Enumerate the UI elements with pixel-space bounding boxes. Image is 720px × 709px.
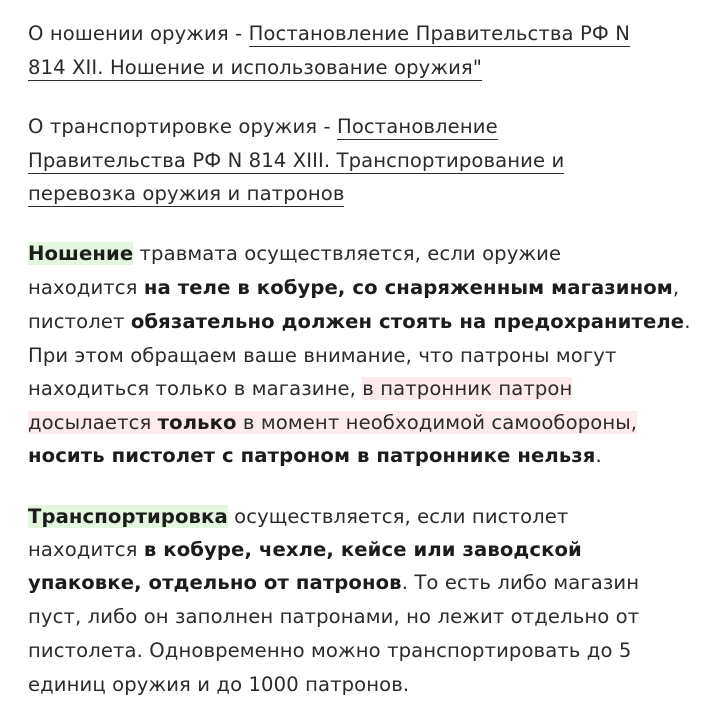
- transport-bold-text: упаковке, отдельно от патронов: [28, 571, 402, 594]
- wearing-line-6: [28, 406, 637, 439]
- wearing-term: Ношение: [28, 242, 134, 265]
- transport-rule-line-1: [28, 110, 498, 143]
- wearing-text: .: [684, 310, 691, 333]
- carry-rule-line-2: [28, 51, 482, 84]
- transport-line-5: [28, 634, 631, 667]
- wearing-bold-text: носить пистолет с патроном в патроннике нельзя: [28, 444, 596, 467]
- transport-rule-line-3: [28, 177, 344, 210]
- carry-rule-link-part-1[interactable]: Постановление Правительства РФ N: [248, 22, 630, 45]
- wearing-text: При этом обращаем ваше внимание, что патроны могут: [28, 344, 617, 367]
- transport-text: находится: [28, 538, 144, 561]
- transport-rule-link-part-2[interactable]: Правительства РФ N 814 XIII. Транспортирование и: [28, 149, 565, 172]
- transport-line-3: [28, 566, 639, 599]
- transport-rule-link-part-3[interactable]: перевозка оружия и патронов: [28, 182, 345, 205]
- wearing-line-3: [28, 305, 691, 338]
- transport-rule-line-2: [28, 144, 564, 177]
- carry-rule-intro: О ношении оружия -: [28, 22, 249, 45]
- transport-bold-text: в кобуре, чехле, кейсе или заводской: [143, 538, 582, 561]
- transport-text: пистолета. Одновременно можно транспортировать до 5: [28, 639, 632, 662]
- wearing-text: находиться только в магазине,: [28, 377, 363, 400]
- wearing-bold-text: обязательно должен стоять на предохранителе: [130, 310, 685, 333]
- transport-text: осуществляется, если пистолет: [227, 505, 569, 528]
- wearing-text: ,: [672, 276, 680, 299]
- transport-line-2: [28, 533, 582, 566]
- wearing-highlight-text: досылается: [28, 411, 158, 434]
- wearing-text: находится: [28, 276, 144, 299]
- transport-rule-link-part-1[interactable]: Постановление: [337, 115, 498, 138]
- wearing-text: .: [595, 444, 602, 467]
- transport-line-6: [28, 668, 409, 701]
- wearing-line-4: [28, 339, 617, 372]
- carry-rule-link-part-2[interactable]: 814 XII. Ношение и использование оружия": [28, 56, 482, 79]
- transport-rule-intro: О транспортировке оружия -: [28, 115, 337, 138]
- transport-line-1: [28, 500, 568, 533]
- wearing-line-5: [28, 372, 572, 405]
- wearing-text: пистолет: [28, 310, 131, 333]
- transport-line-4: [28, 600, 639, 633]
- transport-term: Транспортировка: [28, 505, 228, 528]
- wearing-line-7: [28, 439, 602, 472]
- wearing-highlight-bold: только: [157, 411, 237, 434]
- carry-rule-line-1: [28, 17, 630, 50]
- wearing-bold-text: на теле в кобуре, со снаряженным магазином: [143, 276, 673, 299]
- wearing-text: травмата осуществляется, если оружие: [133, 242, 562, 265]
- wearing-highlight-text: в момент необходимой самообороны,: [236, 411, 638, 434]
- wearing-line-1: [28, 237, 561, 270]
- wearing-highlight-text: в патронник патрон: [362, 377, 573, 400]
- wearing-line-2: [28, 271, 679, 304]
- transport-text: единиц оружия и до 1000 патронов.: [28, 673, 410, 696]
- transport-text: пуст, либо он заполнен патронами, но лежит отдельно от: [28, 605, 640, 628]
- transport-text: . То есть либо магазин: [401, 571, 640, 594]
